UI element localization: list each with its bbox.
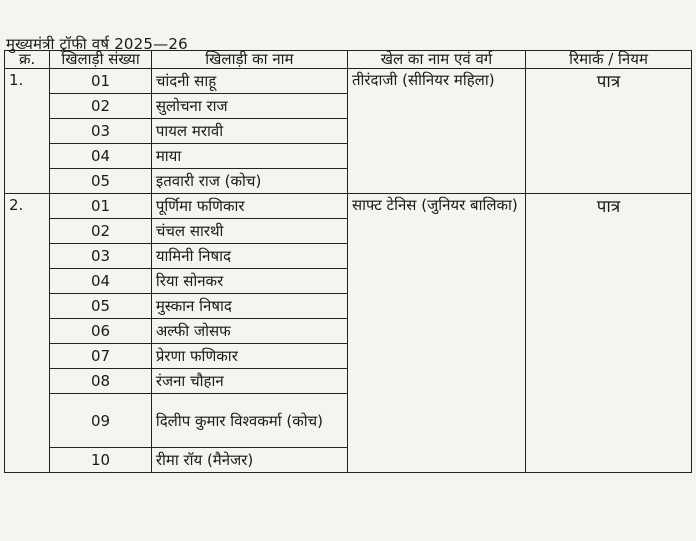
header-player-no: खिलाड़ी संख्या — [50, 51, 152, 69]
player-no: 01 — [50, 69, 152, 94]
player-no: 01 — [50, 194, 152, 219]
player-no: 04 — [50, 144, 152, 169]
player-name: माया — [151, 144, 347, 169]
player-no: 04 — [50, 269, 152, 294]
table-row — [5, 69, 692, 94]
remark-cell — [526, 194, 692, 473]
group-sn: 1. — [5, 69, 50, 194]
header-remark: रिमार्क / नियम — [526, 51, 692, 69]
player-no: 07 — [50, 344, 152, 369]
player-no: 09 — [50, 394, 152, 448]
game-cell — [347, 194, 525, 473]
players-table — [4, 50, 692, 473]
player-no: 05 — [50, 169, 152, 194]
page-title: मुख्यमंत्री ट्रॉफी वर्ष 2025—26 — [6, 35, 188, 53]
player-no: 05 — [50, 294, 152, 319]
player-name: चंचल सारथी — [151, 219, 347, 244]
player-name: पायल मरावी — [151, 119, 347, 144]
player-name: अल्फी जोसफ — [151, 319, 347, 344]
player-name: यामिनी निषाद — [151, 244, 347, 269]
player-name: रीमा रॉय (मैनेजर) — [151, 448, 347, 473]
remark-text: पात्र — [596, 197, 621, 217]
remark-text: पात्र — [596, 72, 621, 92]
game-name: तीरंदाजी (सीनियर महिला) — [351, 71, 495, 89]
player-name: प्रेरणा फणिकार — [151, 344, 347, 369]
game-cell — [347, 69, 525, 194]
player-no: 02 — [50, 219, 152, 244]
header-game: खेल का नाम एवं वर्ग — [347, 51, 525, 69]
player-name: चांदनी साहू — [151, 69, 347, 94]
player-no: 08 — [50, 369, 152, 394]
table-row — [5, 194, 692, 219]
player-name: सुलोचना राज — [151, 94, 347, 119]
player-no: 06 — [50, 319, 152, 344]
player-name: पूर्णिमा फणिकार — [151, 194, 347, 219]
player-no: 03 — [50, 119, 152, 144]
player-no: 02 — [50, 94, 152, 119]
remark-cell — [526, 69, 692, 194]
game-name: साफ्ट टेनिस (जुनियर बालिका) — [351, 196, 518, 214]
player-name: रंजना चौहान — [151, 369, 347, 394]
player-name: इतवारी राज (कोच) — [151, 169, 347, 194]
header-sn: क्र. — [5, 51, 50, 69]
group-sn: 2. — [5, 194, 50, 473]
player-no: 03 — [50, 244, 152, 269]
player-name: रिया सोनकर — [151, 269, 347, 294]
header-row — [5, 51, 692, 69]
player-name: दिलीप कुमार विश्वकर्मा (कोच) — [151, 394, 347, 448]
player-name: मुस्कान निषाद — [151, 294, 347, 319]
header-player-name: खिलाड़ी का नाम — [151, 51, 347, 69]
player-no: 10 — [50, 448, 152, 473]
